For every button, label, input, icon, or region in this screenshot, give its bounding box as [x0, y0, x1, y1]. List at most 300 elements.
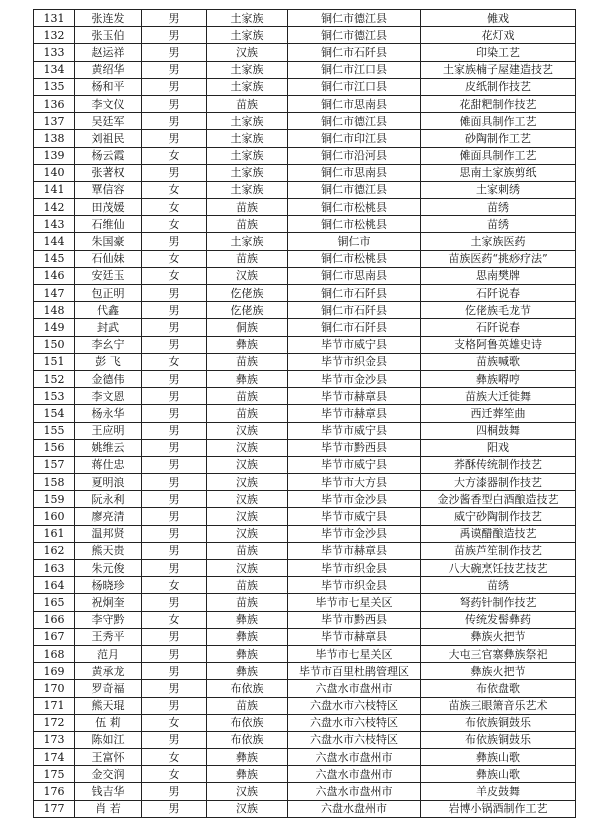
table-row	[34, 508, 576, 525]
table-row	[34, 336, 576, 353]
person-name-cell: 张玉伯	[75, 27, 142, 44]
table-row	[34, 388, 576, 405]
person-name-cell: 黄绍华	[75, 61, 142, 78]
person-name-cell: 伍 莉	[75, 714, 142, 731]
person-name-cell: 安廷玉	[75, 267, 142, 284]
gender-cell: 男	[142, 164, 207, 181]
inheritor-table	[33, 9, 576, 818]
heritage-item-cell: 大屯三官寨彝族祭祀	[421, 645, 576, 662]
heritage-item-cell: 威宁砂陶制作技艺	[421, 508, 576, 525]
region-cell: 毕节市赫章县	[288, 542, 421, 559]
gender-cell: 男	[142, 508, 207, 525]
table-row	[34, 27, 576, 44]
row-number-cell: 138	[34, 130, 75, 147]
region-cell: 铜仁市印江县	[288, 130, 421, 147]
ethnicity-cell: 汉族	[207, 560, 288, 577]
ethnicity-cell: 仡佬族	[207, 302, 288, 319]
person-name-cell: 覃信容	[75, 181, 142, 198]
heritage-item-cell: 支格阿鲁英雄史诗	[421, 336, 576, 353]
person-name-cell: 金交润	[75, 766, 142, 783]
heritage-item-cell: 彝族山歌	[421, 766, 576, 783]
table-row	[34, 181, 576, 198]
table-row	[34, 216, 576, 233]
ethnicity-cell: 苗族	[207, 250, 288, 267]
table-row	[34, 525, 576, 542]
row-number-cell: 148	[34, 302, 75, 319]
heritage-item-cell: 苗族医药“挑痧疗法”	[421, 250, 576, 267]
gender-cell: 男	[142, 800, 207, 817]
heritage-item-cell: 苗绣	[421, 199, 576, 216]
region-cell: 铜仁市江口县	[288, 61, 421, 78]
gender-cell: 男	[142, 61, 207, 78]
table-row	[34, 353, 576, 370]
ethnicity-cell: 汉族	[207, 525, 288, 542]
heritage-item-cell: 苗族大迁徙舞	[421, 388, 576, 405]
row-number-cell: 150	[34, 336, 75, 353]
ethnicity-cell: 布依族	[207, 680, 288, 697]
person-name-cell: 朱国豪	[75, 233, 142, 250]
heritage-item-cell: 思南樊牌	[421, 267, 576, 284]
table-row	[34, 44, 576, 61]
gender-cell: 男	[142, 697, 207, 714]
gender-cell: 男	[142, 542, 207, 559]
heritage-item-cell: 花甜粑制作技艺	[421, 95, 576, 112]
heritage-item-cell: 彝族火把节	[421, 628, 576, 645]
gender-cell: 男	[142, 233, 207, 250]
person-name-cell: 李文仪	[75, 95, 142, 112]
gender-cell: 男	[142, 27, 207, 44]
region-cell: 六盘水市六枝特区	[288, 697, 421, 714]
gender-cell: 男	[142, 491, 207, 508]
table-row	[34, 560, 576, 577]
ethnicity-cell: 汉族	[207, 422, 288, 439]
row-number-cell: 133	[34, 44, 75, 61]
heritage-item-cell: 弩药针制作技艺	[421, 594, 576, 611]
row-number-cell: 142	[34, 199, 75, 216]
region-cell: 毕节市金沙县	[288, 525, 421, 542]
row-number-cell: 174	[34, 749, 75, 766]
gender-cell: 男	[142, 663, 207, 680]
ethnicity-cell: 苗族	[207, 199, 288, 216]
gender-cell: 女	[142, 766, 207, 783]
region-cell: 六盘水市盘州市	[288, 783, 421, 800]
gender-cell: 男	[142, 130, 207, 147]
row-number-cell: 167	[34, 628, 75, 645]
row-number-cell: 163	[34, 560, 75, 577]
heritage-item-cell: 羊皮鼓舞	[421, 783, 576, 800]
region-cell: 六盘水市六枝特区	[288, 714, 421, 731]
row-number-cell: 144	[34, 233, 75, 250]
ethnicity-cell: 苗族	[207, 577, 288, 594]
region-cell: 毕节市织金县	[288, 577, 421, 594]
row-number-cell: 154	[34, 405, 75, 422]
region-cell: 毕节市黔西县	[288, 611, 421, 628]
heritage-item-cell: 大方漆器制作技艺	[421, 474, 576, 491]
heritage-item-cell: 仡佬族毛龙节	[421, 302, 576, 319]
table-row	[34, 663, 576, 680]
row-number-cell: 155	[34, 422, 75, 439]
row-number-cell: 140	[34, 164, 75, 181]
gender-cell: 男	[142, 474, 207, 491]
ethnicity-cell: 彝族	[207, 766, 288, 783]
ethnicity-cell: 土家族	[207, 181, 288, 198]
ethnicity-cell: 汉族	[207, 474, 288, 491]
row-number-cell: 145	[34, 250, 75, 267]
table-row	[34, 594, 576, 611]
row-number-cell: 143	[34, 216, 75, 233]
row-number-cell: 170	[34, 680, 75, 697]
gender-cell: 男	[142, 405, 207, 422]
region-cell: 毕节市金沙县	[288, 370, 421, 387]
heritage-item-cell: 彝族山歌	[421, 749, 576, 766]
region-cell: 六盘水市盘州市	[288, 680, 421, 697]
heritage-item-cell: 傩戏	[421, 10, 576, 27]
row-number-cell: 169	[34, 663, 75, 680]
region-cell: 铜仁市	[288, 233, 421, 250]
row-number-cell: 162	[34, 542, 75, 559]
gender-cell: 男	[142, 525, 207, 542]
region-cell: 毕节市赫章县	[288, 628, 421, 645]
heritage-item-cell: 西迁葬笙曲	[421, 405, 576, 422]
gender-cell: 男	[142, 10, 207, 27]
person-name-cell: 温邦贤	[75, 525, 142, 542]
ethnicity-cell: 土家族	[207, 233, 288, 250]
gender-cell: 男	[142, 439, 207, 456]
heritage-item-cell: 禹谟醋酿造技艺	[421, 525, 576, 542]
heritage-item-cell: 荞酥传统制作技艺	[421, 456, 576, 473]
gender-cell: 女	[142, 577, 207, 594]
person-name-cell: 姚维云	[75, 439, 142, 456]
region-cell: 毕节市七星关区	[288, 594, 421, 611]
table-row	[34, 577, 576, 594]
table-row	[34, 319, 576, 336]
region-cell: 铜仁市沿河县	[288, 147, 421, 164]
table-row	[34, 749, 576, 766]
heritage-item-cell: 传统发髻彝药	[421, 611, 576, 628]
row-number-cell: 136	[34, 95, 75, 112]
table-row	[34, 233, 576, 250]
region-cell: 铜仁市思南县	[288, 267, 421, 284]
ethnicity-cell: 汉族	[207, 456, 288, 473]
person-name-cell: 彭 飞	[75, 353, 142, 370]
row-number-cell: 152	[34, 370, 75, 387]
ethnicity-cell: 彝族	[207, 645, 288, 662]
person-name-cell: 熊天琨	[75, 697, 142, 714]
gender-cell: 女	[142, 216, 207, 233]
person-name-cell: 田茂媛	[75, 199, 142, 216]
row-number-cell: 160	[34, 508, 75, 525]
gender-cell: 男	[142, 302, 207, 319]
gender-cell: 男	[142, 783, 207, 800]
row-number-cell: 153	[34, 388, 75, 405]
ethnicity-cell: 布依族	[207, 714, 288, 731]
table-row	[34, 456, 576, 473]
row-number-cell: 175	[34, 766, 75, 783]
row-number-cell: 171	[34, 697, 75, 714]
person-name-cell: 代鑫	[75, 302, 142, 319]
ethnicity-cell: 彝族	[207, 370, 288, 387]
row-number-cell: 161	[34, 525, 75, 542]
gender-cell: 男	[142, 95, 207, 112]
person-name-cell: 罗奇福	[75, 680, 142, 697]
table-row	[34, 697, 576, 714]
row-number-cell: 131	[34, 10, 75, 27]
gender-cell: 男	[142, 285, 207, 302]
gender-cell: 女	[142, 714, 207, 731]
region-cell: 铜仁市思南县	[288, 95, 421, 112]
person-name-cell: 范月	[75, 645, 142, 662]
table-row	[34, 147, 576, 164]
person-name-cell: 石仙妹	[75, 250, 142, 267]
gender-cell: 女	[142, 353, 207, 370]
gender-cell: 男	[142, 680, 207, 697]
person-name-cell: 王应明	[75, 422, 142, 439]
region-cell: 毕节市织金县	[288, 560, 421, 577]
ethnicity-cell: 汉族	[207, 800, 288, 817]
ethnicity-cell: 土家族	[207, 27, 288, 44]
heritage-item-cell: 傩面具制作工艺	[421, 147, 576, 164]
heritage-item-cell: 土家族楠子屋建造技艺	[421, 61, 576, 78]
person-name-cell: 金德伟	[75, 370, 142, 387]
heritage-item-cell: 苗绣	[421, 577, 576, 594]
ethnicity-cell: 汉族	[207, 508, 288, 525]
gender-cell: 女	[142, 181, 207, 198]
gender-cell: 男	[142, 78, 207, 95]
person-name-cell: 李文恩	[75, 388, 142, 405]
region-cell: 铜仁市石阡县	[288, 302, 421, 319]
gender-cell: 男	[142, 456, 207, 473]
person-name-cell: 祝炯奎	[75, 594, 142, 611]
region-cell: 毕节市七星关区	[288, 645, 421, 662]
table-row	[34, 302, 576, 319]
region-cell: 六盘水盘州市	[288, 800, 421, 817]
person-name-cell: 杨云霞	[75, 147, 142, 164]
table-row	[34, 731, 576, 748]
region-cell: 毕节市织金县	[288, 353, 421, 370]
row-number-cell: 176	[34, 783, 75, 800]
ethnicity-cell: 苗族	[207, 216, 288, 233]
ethnicity-cell: 土家族	[207, 10, 288, 27]
ethnicity-cell: 苗族	[207, 95, 288, 112]
ethnicity-cell: 土家族	[207, 78, 288, 95]
ethnicity-cell: 土家族	[207, 147, 288, 164]
ethnicity-cell: 侗族	[207, 319, 288, 336]
heritage-item-cell: 土家刺绣	[421, 181, 576, 198]
ethnicity-cell: 汉族	[207, 44, 288, 61]
region-cell: 铜仁市德江县	[288, 113, 421, 130]
heritage-item-cell: 傩面具制作工艺	[421, 113, 576, 130]
gender-cell: 男	[142, 422, 207, 439]
row-number-cell: 172	[34, 714, 75, 731]
heritage-item-cell: 印染工艺	[421, 44, 576, 61]
ethnicity-cell: 汉族	[207, 491, 288, 508]
heritage-item-cell: 苗族芦笙制作技艺	[421, 542, 576, 559]
region-cell: 毕节市百里杜鹃管理区	[288, 663, 421, 680]
row-number-cell: 158	[34, 474, 75, 491]
heritage-item-cell: 砂陶制作工艺	[421, 130, 576, 147]
person-name-cell: 封武	[75, 319, 142, 336]
table-row	[34, 680, 576, 697]
table-row	[34, 130, 576, 147]
heritage-item-cell: 四桐鼓舞	[421, 422, 576, 439]
row-number-cell: 168	[34, 645, 75, 662]
table-row	[34, 491, 576, 508]
heritage-item-cell: 石阡说春	[421, 285, 576, 302]
table-row	[34, 439, 576, 456]
heritage-item-cell: 彝族嘚哼	[421, 370, 576, 387]
heritage-item-cell: 土家族医药	[421, 233, 576, 250]
gender-cell: 男	[142, 336, 207, 353]
ethnicity-cell: 苗族	[207, 353, 288, 370]
person-name-cell: 张著权	[75, 164, 142, 181]
region-cell: 铜仁市松桃县	[288, 216, 421, 233]
row-number-cell: 177	[34, 800, 75, 817]
row-number-cell: 134	[34, 61, 75, 78]
heritage-item-cell: 思南土家族剪纸	[421, 164, 576, 181]
table-row	[34, 95, 576, 112]
region-cell: 毕节市威宁县	[288, 508, 421, 525]
row-number-cell: 147	[34, 285, 75, 302]
ethnicity-cell: 彝族	[207, 749, 288, 766]
ethnicity-cell: 苗族	[207, 542, 288, 559]
person-name-cell: 阮永利	[75, 491, 142, 508]
ethnicity-cell: 仡佬族	[207, 285, 288, 302]
gender-cell: 女	[142, 147, 207, 164]
inheritor-table-page	[33, 9, 575, 818]
heritage-item-cell: 苗绣	[421, 216, 576, 233]
row-number-cell: 151	[34, 353, 75, 370]
row-number-cell: 132	[34, 27, 75, 44]
table-row	[34, 370, 576, 387]
ethnicity-cell: 彝族	[207, 663, 288, 680]
person-name-cell: 吴廷军	[75, 113, 142, 130]
region-cell: 铜仁市德江县	[288, 27, 421, 44]
table-row	[34, 645, 576, 662]
row-number-cell: 146	[34, 267, 75, 284]
person-name-cell: 钱吉华	[75, 783, 142, 800]
ethnicity-cell: 土家族	[207, 113, 288, 130]
region-cell: 毕节市威宁县	[288, 336, 421, 353]
table-row	[34, 611, 576, 628]
region-cell: 毕节市大方县	[288, 474, 421, 491]
region-cell: 铜仁市松桃县	[288, 250, 421, 267]
gender-cell: 男	[142, 560, 207, 577]
person-name-cell: 陈如江	[75, 731, 142, 748]
row-number-cell: 165	[34, 594, 75, 611]
region-cell: 毕节市赫章县	[288, 388, 421, 405]
ethnicity-cell: 彝族	[207, 336, 288, 353]
gender-cell: 女	[142, 611, 207, 628]
person-name-cell: 蒋仕忠	[75, 456, 142, 473]
ethnicity-cell: 苗族	[207, 594, 288, 611]
table-row	[34, 164, 576, 181]
gender-cell: 女	[142, 199, 207, 216]
gender-cell: 男	[142, 388, 207, 405]
row-number-cell: 156	[34, 439, 75, 456]
gender-cell: 男	[142, 370, 207, 387]
ethnicity-cell: 苗族	[207, 388, 288, 405]
ethnicity-cell: 汉族	[207, 267, 288, 284]
region-cell: 铜仁市江口县	[288, 78, 421, 95]
table-row	[34, 61, 576, 78]
person-name-cell: 李幺宁	[75, 336, 142, 353]
row-number-cell: 173	[34, 731, 75, 748]
region-cell: 铜仁市思南县	[288, 164, 421, 181]
table-row	[34, 628, 576, 645]
gender-cell: 女	[142, 749, 207, 766]
region-cell: 毕节市威宁县	[288, 422, 421, 439]
heritage-item-cell: 苗族喊歌	[421, 353, 576, 370]
ethnicity-cell: 汉族	[207, 439, 288, 456]
person-name-cell: 李守黔	[75, 611, 142, 628]
gender-cell: 女	[142, 250, 207, 267]
region-cell: 毕节市金沙县	[288, 491, 421, 508]
row-number-cell: 159	[34, 491, 75, 508]
table-row	[34, 474, 576, 491]
heritage-item-cell: 岩博小锅酒制作工艺	[421, 800, 576, 817]
heritage-item-cell: 苗族三眼箫音乐艺术	[421, 697, 576, 714]
heritage-item-cell: 布依族铜鼓乐	[421, 714, 576, 731]
person-name-cell: 夏明浪	[75, 474, 142, 491]
heritage-item-cell: 布依盘歌	[421, 680, 576, 697]
region-cell: 毕节市赫章县	[288, 405, 421, 422]
row-number-cell: 149	[34, 319, 75, 336]
gender-cell: 女	[142, 267, 207, 284]
row-number-cell: 137	[34, 113, 75, 130]
gender-cell: 男	[142, 731, 207, 748]
region-cell: 铜仁市松桃县	[288, 199, 421, 216]
heritage-item-cell: 花灯戏	[421, 27, 576, 44]
person-name-cell: 张连发	[75, 10, 142, 27]
ethnicity-cell: 土家族	[207, 61, 288, 78]
table-row	[34, 405, 576, 422]
person-name-cell: 廖亮清	[75, 508, 142, 525]
table-row	[34, 422, 576, 439]
ethnicity-cell: 苗族	[207, 405, 288, 422]
heritage-item-cell: 彝族火把节	[421, 663, 576, 680]
row-number-cell: 135	[34, 78, 75, 95]
table-row	[34, 10, 576, 27]
heritage-item-cell: 皮纸制作技艺	[421, 78, 576, 95]
gender-cell: 男	[142, 628, 207, 645]
region-cell: 毕节市威宁县	[288, 456, 421, 473]
region-cell: 铜仁市石阡县	[288, 44, 421, 61]
table-row	[34, 766, 576, 783]
table-row	[34, 714, 576, 731]
region-cell: 铜仁市石阡县	[288, 319, 421, 336]
ethnicity-cell: 彝族	[207, 611, 288, 628]
ethnicity-cell: 土家族	[207, 164, 288, 181]
person-name-cell: 杨永华	[75, 405, 142, 422]
table-row	[34, 267, 576, 284]
region-cell: 铜仁市石阡县	[288, 285, 421, 302]
region-cell: 毕节市黔西县	[288, 439, 421, 456]
region-cell: 六盘水市盘州市	[288, 749, 421, 766]
region-cell: 铜仁市德江县	[288, 10, 421, 27]
row-number-cell: 164	[34, 577, 75, 594]
row-number-cell: 166	[34, 611, 75, 628]
heritage-item-cell: 阳戏	[421, 439, 576, 456]
person-name-cell: 王秀平	[75, 628, 142, 645]
region-cell: 六盘水市盘州市	[288, 766, 421, 783]
person-name-cell: 王富怀	[75, 749, 142, 766]
table-row	[34, 783, 576, 800]
table-row	[34, 542, 576, 559]
table-row	[34, 199, 576, 216]
person-name-cell: 杨和平	[75, 78, 142, 95]
gender-cell: 男	[142, 44, 207, 61]
row-number-cell: 139	[34, 147, 75, 164]
